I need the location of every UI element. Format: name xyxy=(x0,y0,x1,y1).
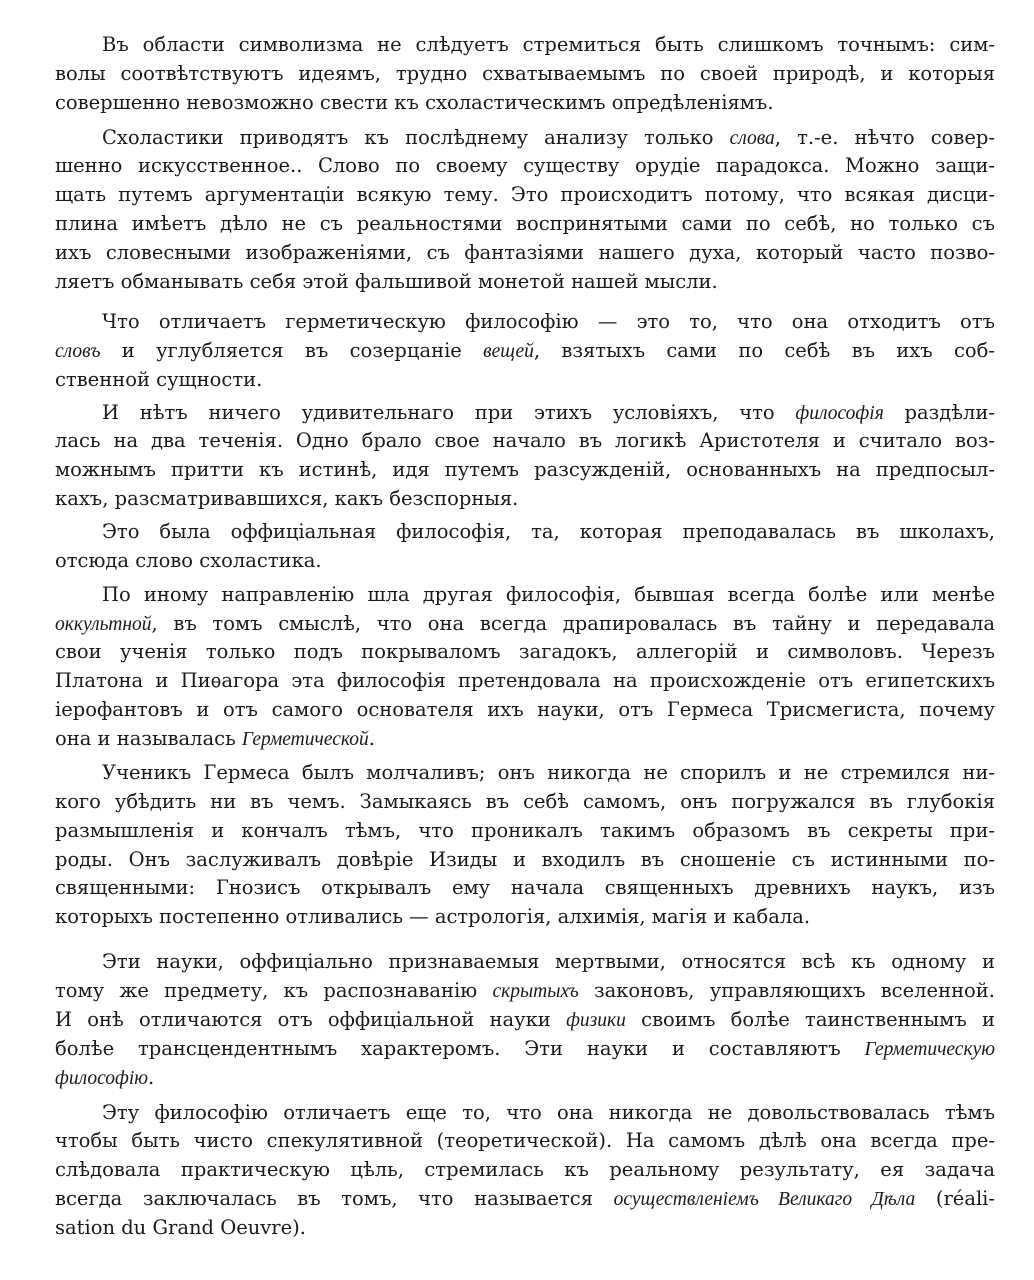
text-segment: священными: Гнозисъ открывалъ ему начала священныхъ древнихъ наукъ, изъ xyxy=(55,876,995,899)
text-line xyxy=(55,1129,995,1153)
text-segment: которыхъ постепенно отливались — астрологія, алхимія, магія и кабала. xyxy=(55,905,811,928)
text-segment: . xyxy=(368,727,375,750)
text-segment: совершенно невозможно свести къ схоластическимъ опредѣленіямъ. xyxy=(55,91,774,114)
text-line xyxy=(55,1008,995,1032)
text-line xyxy=(102,401,995,425)
text-line xyxy=(55,612,995,636)
text-line xyxy=(55,487,995,511)
text-line xyxy=(102,33,995,57)
text-line xyxy=(55,1187,995,1211)
text-segment: роды. Онъ заслуживалъ довѣріе Изиды и входилъ въ сношеніе съ истинными по- xyxy=(55,848,995,871)
text-segment: Ученикъ Гермеса былъ молчаливъ; онъ никогда не спорилъ и не стремился ни- xyxy=(102,761,995,784)
text-segment: щать путемъ аргументаціи всякую тему. Это происходитъ потому, что всякая дисци- xyxy=(55,183,995,206)
text-line xyxy=(102,520,995,544)
text-line xyxy=(55,876,995,900)
italic-text: осуществленіемъ Великаго Дѣла xyxy=(613,1189,916,1210)
text-segment: кого убѣдить ни въ чемъ. Замыкаясь въ себѣ самомъ, онъ погружался въ глубокія xyxy=(55,790,995,813)
text-segment: Платона и Пиѳагора эта философія претендовала на происхожденіе отъ египетскихъ xyxy=(55,669,995,692)
text-segment: всегда заключалась въ томъ, что называется xyxy=(55,1187,614,1210)
text-line xyxy=(55,368,995,392)
italic-text: оккультной xyxy=(55,614,152,635)
text-segment: , въ томъ смыслѣ, что она всегда драпировалась въ тайну и передавала xyxy=(151,612,995,635)
text-line xyxy=(102,950,995,974)
text-line xyxy=(102,583,995,607)
text-segment: И нѣтъ ничего удивительнаго при этихъ условіяхъ, что xyxy=(102,401,796,424)
text-segment: , т.-е. нѣчто совер- xyxy=(774,126,995,149)
text-segment: Схоластики приводятъ къ послѣднему анализу только xyxy=(102,126,730,149)
text-line xyxy=(55,212,995,236)
italic-text: Герметической xyxy=(241,729,369,750)
text-segment: И онѣ отличаются отъ оффиціальной науки xyxy=(55,1008,567,1031)
text-segment: и углубляется въ созерцаніе xyxy=(100,339,484,362)
text-line xyxy=(55,154,995,178)
text-segment: Эту философію отличаетъ еще то, что она никогда не довольствовалась тѣмъ xyxy=(102,1101,995,1124)
text-segment: плина имѣетъ дѣло не съ реальностями воспринятыми сами по себѣ, но только съ xyxy=(55,212,995,235)
text-line xyxy=(55,183,995,207)
text-segment: ственной сущности. xyxy=(55,368,263,391)
italic-text: вещей xyxy=(483,341,534,362)
italic-text: физики xyxy=(566,1010,626,1031)
text-segment: sation du Grand Oeuvre). xyxy=(55,1216,306,1239)
text-segment: волы соотвѣтствуютъ идеямъ, трудно схватываемымъ по своей природѣ, и которыя xyxy=(55,62,995,85)
text-segment: слѣдовала практическую цѣль, стремилась къ реальному результату, ея задача xyxy=(55,1158,995,1181)
text-segment: тому же предмету, къ распознаванію xyxy=(55,979,493,1002)
text-segment: шенно искусственное.. Слово по своему существу орудіе парадокса. Можно защи- xyxy=(55,154,995,177)
text-segment: Что отличаетъ герметическую философію — это то, что она отходитъ отъ xyxy=(102,310,995,333)
text-segment: болѣе трансцендентнымъ характеромъ. Эти науки и составляютъ xyxy=(55,1037,865,1060)
text-line xyxy=(55,727,995,751)
text-segment: Эти науки, оффиціально признаваемыя мертвыми, относятся всѣ къ одному и xyxy=(102,950,995,973)
text-segment: кахъ, разсматривавшихся, какъ безспорныя. xyxy=(55,487,519,510)
text-segment: чтобы быть чисто спекулятивной (теоретической). На самомъ дѣлѣ она всегда пре- xyxy=(55,1129,995,1152)
text-line xyxy=(102,126,995,150)
text-line xyxy=(55,1037,995,1061)
text-segment: Въ области символизма не слѣдуетъ стремиться быть слишкомъ точнымъ: сим- xyxy=(102,33,995,56)
italic-text: философія xyxy=(795,403,884,424)
text-segment: законовъ, управляющихъ вселенной. xyxy=(578,979,995,1002)
text-segment: (réali- xyxy=(915,1187,996,1210)
text-segment: размышленія и кончалъ тѣмъ, что проникалъ такимъ образомъ въ секреты при- xyxy=(55,819,995,842)
text-line xyxy=(55,905,995,929)
text-segment: По иному направленію шла другая философія, бывшая всегда болѣе или менѣе xyxy=(102,583,995,606)
italic-text: скрытыхъ xyxy=(492,981,579,1002)
italic-text: философію xyxy=(55,1068,149,1089)
text-line xyxy=(55,698,995,722)
text-line xyxy=(55,790,995,814)
text-segment: ляетъ обманывать себя этой фальшивой монетой нашей мысли. xyxy=(55,270,718,293)
text-segment: можнымъ притти къ истинѣ, идя путемъ разсужденій, основанныхъ на предпосыл- xyxy=(55,458,995,481)
text-segment: раздѣли- xyxy=(883,401,996,424)
text-segment: ихъ словесными изображеніями, съ фантазіями нашего духа, который часто позво- xyxy=(55,241,995,264)
text-segment: , взятыхъ сами по себѣ въ ихъ соб- xyxy=(533,339,995,362)
text-line xyxy=(55,640,995,664)
text-line xyxy=(55,241,995,265)
text-line xyxy=(102,761,995,785)
text-line xyxy=(55,1216,995,1240)
italic-text: словъ xyxy=(55,341,101,362)
text-segment: . xyxy=(148,1066,155,1089)
italic-text: слова xyxy=(729,128,775,149)
text-segment: отсюда слово схоластика. xyxy=(55,549,322,572)
text-line xyxy=(102,1101,995,1125)
text-line xyxy=(55,458,995,482)
text-line xyxy=(55,429,995,453)
text-line xyxy=(55,1158,995,1182)
text-segment: своимъ болѣе таинственнымъ и xyxy=(625,1008,995,1031)
text-line xyxy=(102,310,995,334)
text-line xyxy=(55,91,995,115)
text-segment: лась на два теченія. Одно брало свое начало въ логикѣ Аристотеля и считало воз- xyxy=(55,429,995,452)
text-line xyxy=(55,62,995,86)
text-segment: Это была оффиціальная философія, та, которая преподавалась въ школахъ, xyxy=(102,520,995,543)
text-segment: іерофантовъ и отъ самого основателя ихъ науки, отъ Гермеса Трисмегиста, почему xyxy=(55,698,995,721)
text-line xyxy=(55,848,995,872)
text-line xyxy=(55,979,995,1003)
text-line xyxy=(55,270,995,294)
text-segment: она и называлась xyxy=(55,727,242,750)
text-segment: свои ученія только подъ покрываломъ загадокъ, аллегорій и символовъ. Черезъ xyxy=(55,640,995,663)
text-line xyxy=(55,669,995,693)
text-line xyxy=(55,339,995,363)
text-line xyxy=(55,1066,995,1090)
italic-text: Герметическую xyxy=(864,1039,995,1060)
text-line xyxy=(55,819,995,843)
text-line xyxy=(55,549,995,573)
